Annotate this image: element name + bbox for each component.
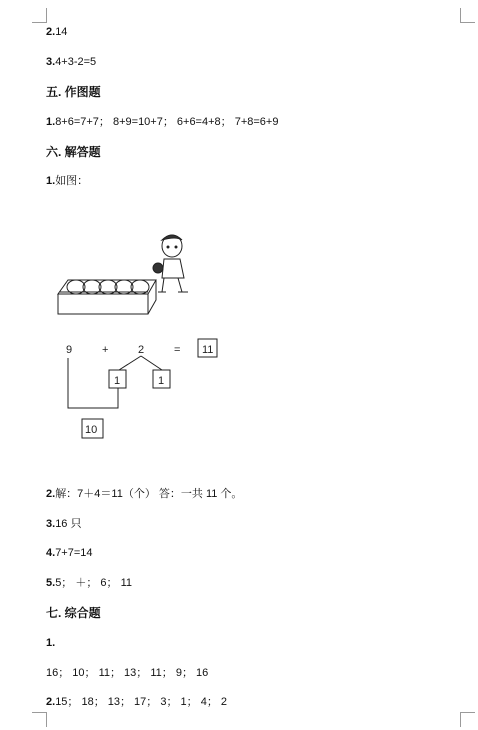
split-one-left: 1 xyxy=(114,375,121,387)
answer-line: 1.8+6=7+7； 8+9=10+7； 6+6=4+8； 7+8=6+9 xyxy=(46,116,279,128)
boy-illustration xyxy=(153,235,188,292)
plus-sign: + xyxy=(102,344,109,356)
split-one-right: 1 xyxy=(158,375,165,387)
section-heading: 七. 综合题 xyxy=(46,606,101,620)
illustration-and-number-split xyxy=(56,232,226,442)
crop-mark-bottom-right xyxy=(460,712,475,727)
answer-line: 16； 10； 11； 13； 11； 9； 16 xyxy=(46,667,209,679)
answer-line: 1.如图： xyxy=(46,175,89,187)
number-two: 2 xyxy=(138,344,145,356)
answer-line: 1. xyxy=(46,637,56,649)
answer-line: 4.7+7=14 xyxy=(46,547,93,559)
crop-mark-bottom-left xyxy=(32,712,47,727)
answer-line: 3.16 只 xyxy=(46,518,82,530)
answer-line: 3.4+3-2=5 xyxy=(46,56,97,68)
combine-bracket xyxy=(68,358,121,408)
crop-mark-top-left xyxy=(32,8,47,23)
section-heading: 五. 作图题 xyxy=(46,85,101,99)
answer-line: 2.14 xyxy=(46,26,68,38)
result-eleven: 11 xyxy=(202,344,214,356)
crop-mark-top-right xyxy=(460,8,475,23)
answer-line: 2.解：7＋4＝11（个） 答：一共 11 个。 xyxy=(46,488,243,500)
sum-ten: 10 xyxy=(85,424,98,436)
split-lines xyxy=(119,356,162,370)
answer-line: 2.15； 18； 13； 17； 3； 1； 4； 2 xyxy=(46,696,227,708)
box-of-balls-illustration xyxy=(58,280,156,314)
diagram-figure xyxy=(56,232,226,447)
equals-sign: = xyxy=(174,344,181,356)
number-nine: 9 xyxy=(66,344,73,356)
answer-line: 5.5； ＋； 6； 11 xyxy=(46,577,133,589)
section-heading: 六. 解答题 xyxy=(46,145,101,159)
